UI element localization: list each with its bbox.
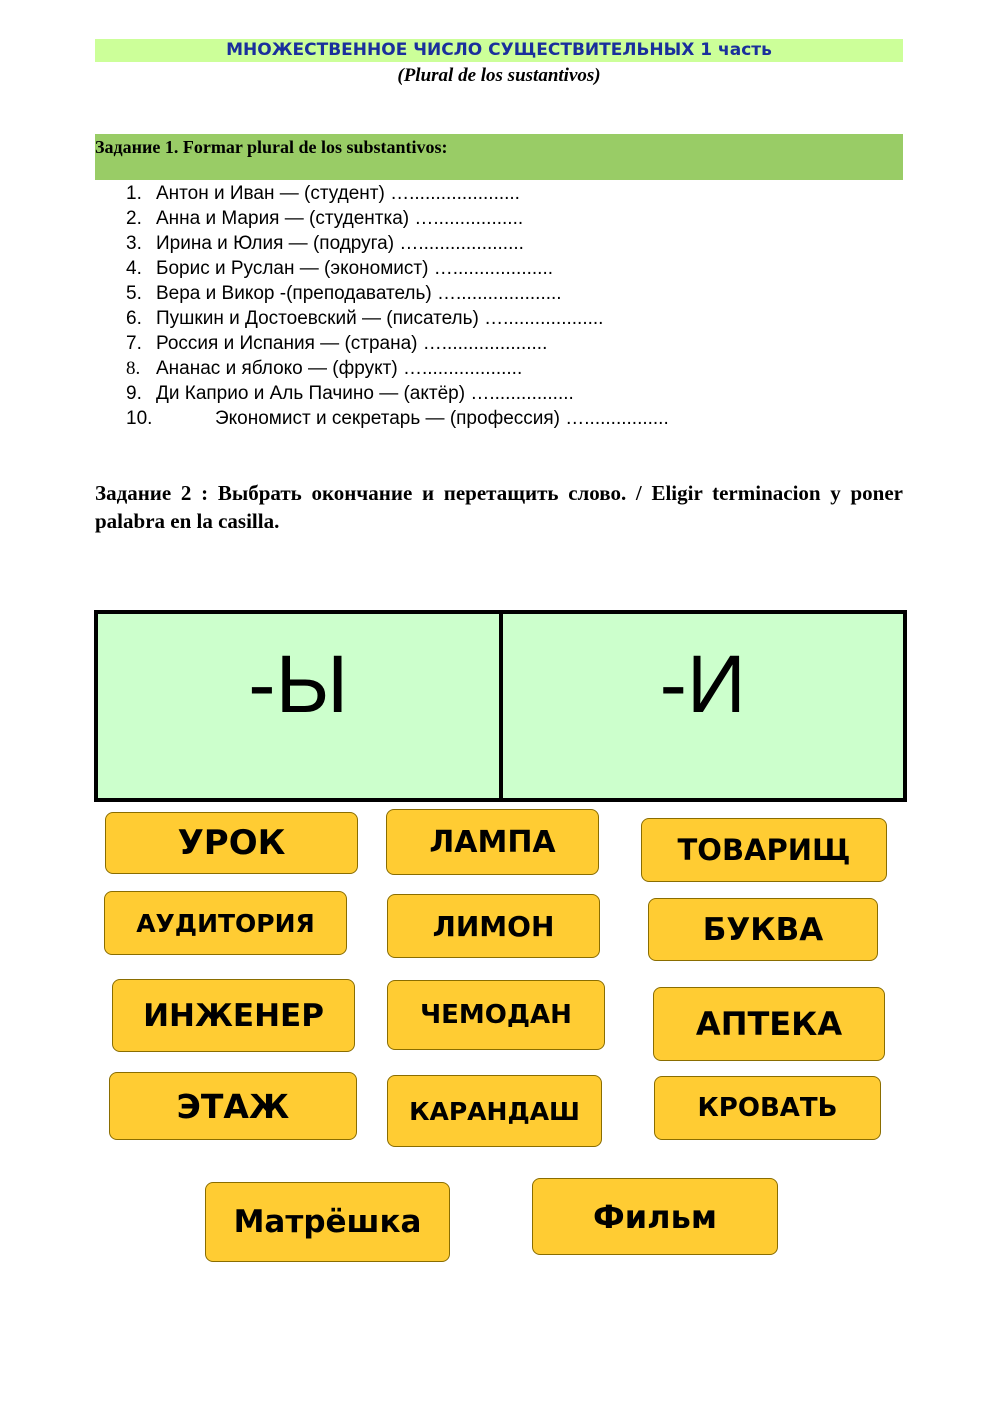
item-text: Антон и Иван — (студент) …..................... [156, 183, 520, 204]
list-item [120, 406, 900, 431]
drop-zone-i[interactable]: -И [499, 614, 904, 798]
task1-list [120, 181, 900, 431]
item-number: 6. [126, 308, 142, 329]
item-text: Пушкин и Достоевский — (писатель) …................... [156, 308, 604, 329]
item-text: Экономист и секретарь — (профессия) …................ [215, 408, 669, 429]
item-number: 1. [126, 183, 142, 204]
page-title: МНОЖЕСТВЕННОЕ ЧИСЛО СУЩЕСТВИТЕЛЬНЫХ 1 часть [95, 39, 903, 62]
endings-drop-table [94, 610, 907, 802]
list-item [120, 181, 900, 206]
word-card-krovat[interactable]: КРОВАТЬ [654, 1076, 881, 1140]
item-text: Борис и Руслан — (экономист) …................... [156, 258, 554, 279]
word-card-film[interactable]: Фильм [532, 1178, 778, 1255]
item-text: Ирина и Юлия — (подруга) ….................... [156, 233, 524, 254]
drop-zone-y[interactable]: -Ы [248, 639, 349, 730]
item-number: 3. [126, 233, 142, 254]
item-number: 5. [126, 283, 142, 304]
item-text: Вера и Викор -(преподаватель) ….................... [156, 283, 562, 304]
word-card-apteka[interactable]: АПТЕКА [653, 987, 885, 1061]
list-item [120, 331, 900, 356]
item-text: Ди Каприо и Аль Пачино — (актёр) …................ [156, 383, 574, 404]
word-card-auditoriya[interactable]: АУДИТОРИЯ [104, 891, 347, 955]
list-item [120, 381, 900, 406]
item-number: 9. [126, 383, 142, 404]
word-card-bukva[interactable]: БУКВА [648, 898, 878, 961]
word-card-etazh[interactable]: ЭТАЖ [109, 1072, 357, 1140]
list-item [120, 356, 900, 381]
word-card-chemodan[interactable]: ЧЕМОДАН [387, 980, 605, 1050]
word-card-inzhener[interactable]: ИНЖЕНЕР [112, 979, 355, 1052]
task2-heading: Задание 2 : Выбрать окончание и перетащить слово. / Eligir terminacion y poner palabra en la casilla. [95, 481, 903, 533]
word-card-karandash[interactable]: КАРАНДАШ [387, 1075, 602, 1147]
item-text: Ананас и яблоко — (фрукт) …................... [156, 358, 523, 379]
list-item [120, 281, 900, 306]
task1-heading: Задание 1. Formar plural de los substantivos: [95, 134, 903, 180]
word-card-tovarishch[interactable]: ТОВАРИЩ [641, 818, 887, 882]
page-subtitle: (Plural de los sustantivos) [397, 65, 601, 86]
item-text: Россия и Испания — (страна) ….................... [156, 333, 548, 354]
list-item [120, 256, 900, 281]
word-card-lampa[interactable]: ЛАМПА [386, 809, 599, 875]
word-card-limon[interactable]: ЛИМОН [387, 894, 600, 958]
item-number: 2. [126, 208, 142, 229]
item-number: 10. [126, 408, 153, 429]
item-text: Анна и Мария — (студентка) …................. [156, 208, 524, 229]
list-item [120, 231, 900, 256]
word-card-urok[interactable]: УРОК [105, 812, 358, 874]
list-item [120, 206, 900, 231]
item-number: 8. [126, 358, 141, 379]
list-item [120, 306, 900, 331]
item-number: 4. [126, 258, 142, 279]
item-number: 7. [126, 333, 142, 354]
word-card-matreshka[interactable]: Матрёшка [205, 1182, 450, 1262]
